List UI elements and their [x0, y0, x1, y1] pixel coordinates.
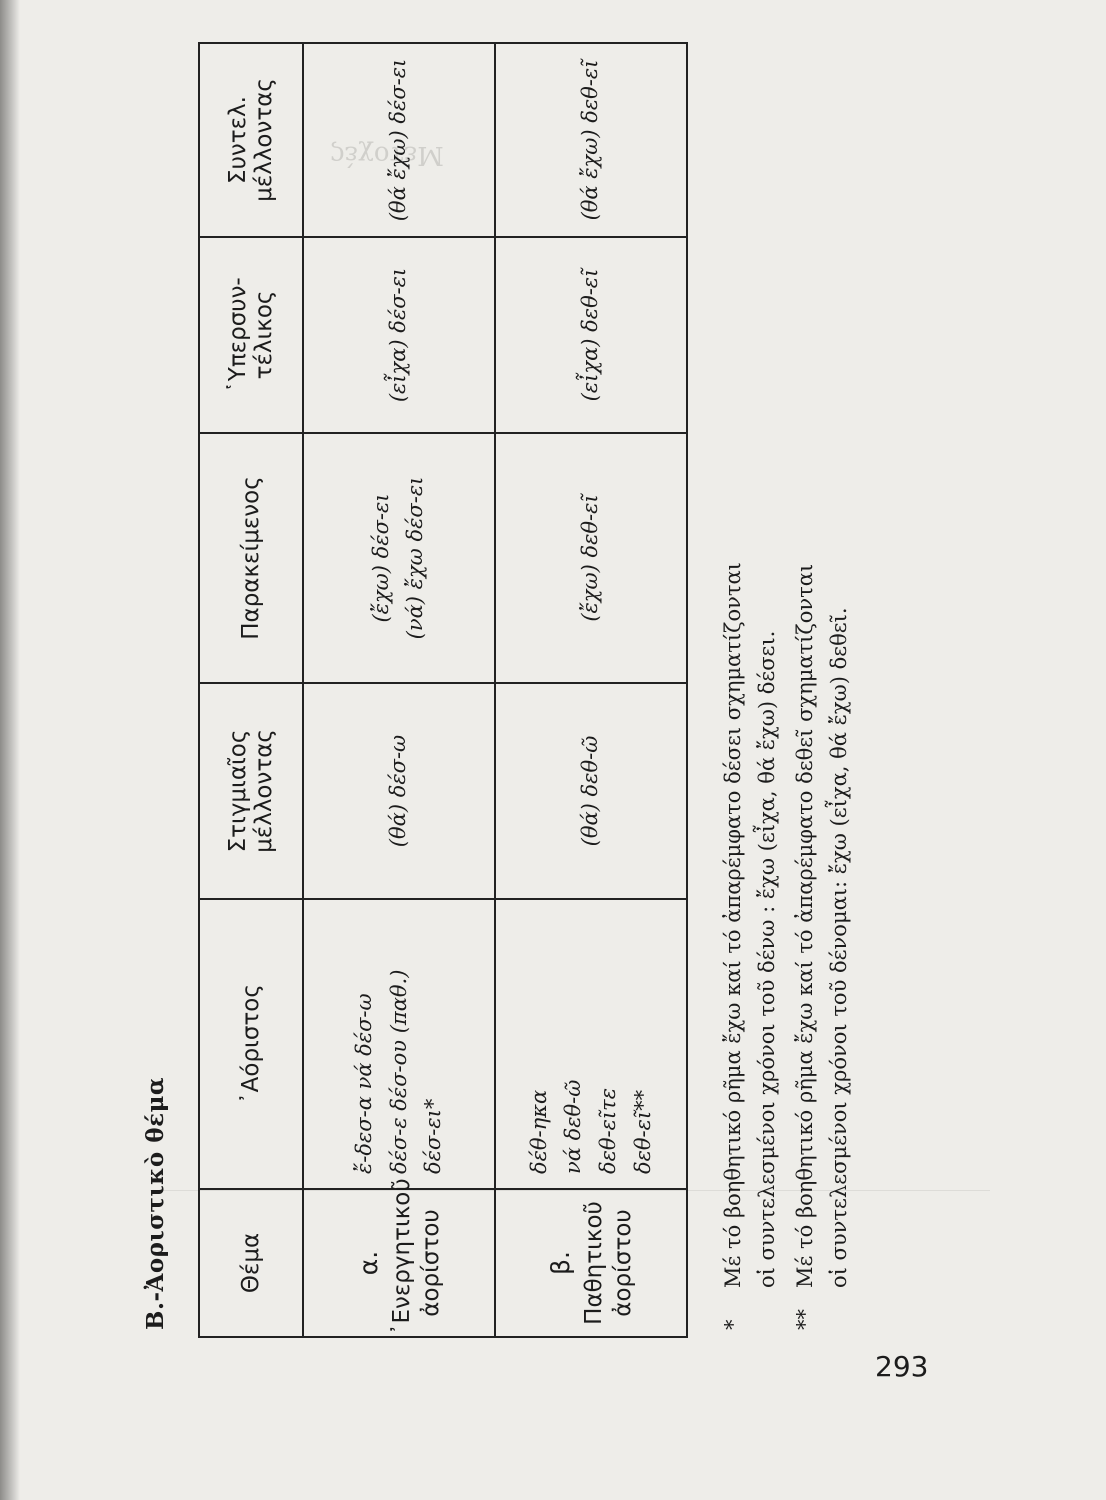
- page-number: 293: [875, 1350, 929, 1383]
- table-row: [303, 43, 495, 1337]
- aorist-line: ἔ-δεσ-α νά δέσ-ω: [352, 993, 377, 1174]
- footnote-text: Μέ τό βοηθητικό ρῆμα ἔχω καί τό ἀπαρέμφατο δέσει σχηματίζονται: [721, 562, 745, 1288]
- aorist-stem-table: [198, 42, 688, 1338]
- footnote-mark: *: [721, 1319, 745, 1330]
- row-label: ᾿Ενεργητικοῦ ἀορίστου: [388, 1178, 444, 1335]
- perfect-line: (νά) ἔχω δέσ-ει: [403, 476, 427, 640]
- footnote: [716, 50, 784, 1330]
- row-label-active: [303, 1178, 495, 1337]
- bleed-through-text: Μετοχές: [330, 140, 444, 170]
- footnote-line: οἱ συντελεσμένοι χρόνοι τοῦ δένω : ἔχω (εἶχα, θά ἔχω) δέσει.: [755, 630, 780, 1288]
- aorist-line: δέσ-ει*: [421, 1098, 446, 1174]
- footnote: [788, 50, 856, 1330]
- table-row: [495, 43, 687, 1337]
- header-aorist: ᾿Αόριστος: [199, 899, 303, 1189]
- footnote-line: [716, 50, 750, 1330]
- cell-aorist: [495, 899, 687, 1189]
- row-letter: α.: [353, 1250, 383, 1276]
- row-label-passive: [495, 1189, 687, 1337]
- aorist-line: δέσ-ε δέσ-ου (παθ.): [386, 969, 411, 1174]
- header-stem: Θέμα: [199, 1189, 303, 1337]
- header-pluperfect: ῾Υπερσυν-τέλικος: [199, 237, 303, 433]
- perfect-line: (ἔχω) δέσ-ει: [369, 493, 394, 623]
- cell-future-perfect: (θά ἔχω) δεθ-εῖ: [495, 43, 687, 237]
- cell-pluperfect: (εἶχα) δεθ-εῖ: [495, 237, 687, 433]
- row-letter: β.: [545, 1251, 575, 1275]
- cell-future-perfect: (θά ἔχω) δέσ-ει: [303, 43, 495, 237]
- header-future-perfect: Συντελ. μέλλοντας: [199, 43, 303, 237]
- header-simple-future: Στιγμιαῖος μέλλοντας: [199, 683, 303, 899]
- aorist-line: δεθ-εῖτε: [596, 1087, 620, 1174]
- aorist-line: δεθ-εῖ**: [630, 1089, 655, 1174]
- footnote-text: Μέ τό βοηθητικό ρῆμα ἔχω καί τό ἀπαρέμφατο δεθεῖ σχηματίζονται: [793, 563, 818, 1288]
- cell-perfect: [303, 433, 495, 683]
- header-perfect: Παρακείμενος: [199, 433, 303, 683]
- aorist-line: δέθ-ηκα: [526, 1089, 551, 1174]
- cell-aorist: [303, 899, 495, 1189]
- table-header-row: [199, 43, 303, 1337]
- cell-simple-future: (θά) δεθ-ῶ: [495, 683, 687, 899]
- cell-pluperfect: (εἶχα) δέσ-ει: [303, 237, 495, 433]
- rotated-content: [140, 40, 940, 1340]
- cell-simple-future: (θά) δέσ-ω: [303, 683, 495, 899]
- perfect-line: (ἔχω) δεθ-εῖ: [578, 494, 603, 622]
- row-label: Παθητικοῦ ἀορίστου: [580, 1201, 636, 1325]
- footnotes: [716, 50, 860, 1330]
- section-title: Β.-Ἀοριστικὸ θέμα: [142, 1076, 169, 1330]
- aorist-line: νά δεθ-ῶ: [561, 1079, 586, 1174]
- footnote-line: οἱ συντελεσμένοι χρόνοι τοῦ δένομαι: ἔχω (εἶχα, θά ἔχω) δεθεῖ.: [827, 607, 852, 1288]
- cell-perfect: [495, 433, 687, 683]
- footnote-line: [788, 50, 822, 1330]
- footnote-mark: **: [793, 1309, 818, 1330]
- page-edge-shadow: [0, 0, 20, 1500]
